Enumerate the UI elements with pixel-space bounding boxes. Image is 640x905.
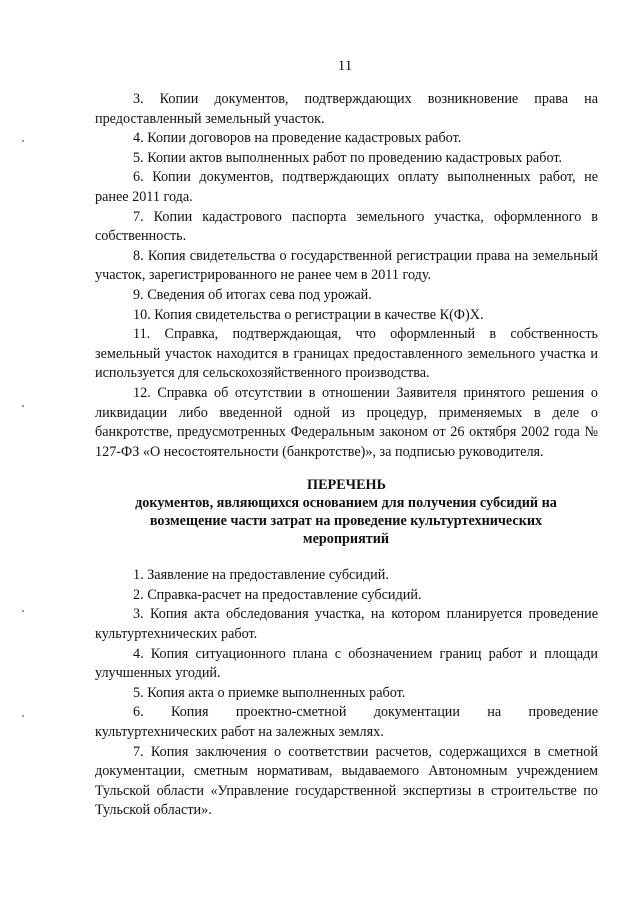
scan-mark	[22, 715, 24, 717]
list-item: 11. Справка, подтверждающая, что оформленный в собственность земельный участок находится в границах предоставленного земельного участка и используется для сельскохозяйственного производства.	[95, 326, 598, 382]
page-number: 11	[337, 58, 353, 74]
list-item: 5. Копия акта о приемке выполненных работ.	[133, 684, 406, 701]
list-item: 4. Копия ситуационного плана с обозначением границ работ и площади улучшенных угодий.	[95, 645, 598, 682]
list-item: 7. Копии кадастрового паспорта земельного участка, оформленного в собственность.	[95, 208, 598, 245]
list-item: 9. Сведения об итогах сева под урожай.	[133, 286, 372, 303]
section-subtitle: документов, являющихся основанием для получения субсидий на возмещение части затрат на проведение культуртехнических мероприятий	[135, 495, 557, 548]
list-item: 10. Копия свидетельства о регистрации в качестве К(Ф)Х.	[133, 306, 484, 323]
list-item: 7. Копия заключения о соответствии расчетов, содержащихся в сметной документации, сметным нормативам, выдаваемого Автономным учреждением Тульской области «Управление государственной экспертизы в строительстве по Тульской области».	[95, 743, 598, 819]
scan-mark	[22, 405, 24, 407]
list-item: 2. Справка-расчет на предоставление субсидий.	[133, 586, 422, 603]
list-item: 1. Заявление на предоставление субсидий.	[133, 567, 389, 584]
scan-mark	[22, 140, 24, 142]
list-item: 8. Копия свидетельства о государственной регистрации права на земельный участок, зарегистрированного не ранее чем в 2011 году.	[95, 247, 598, 284]
list-item: 5. Копии актов выполненных работ по проведению кадастровых работ.	[133, 149, 563, 166]
requirements-list	[95, 90, 598, 462]
list-item: 3. Копия акта обследования участка, на котором планируется проведение культуртехнических работ.	[95, 606, 598, 643]
scan-mark	[22, 610, 24, 612]
documents-list	[95, 566, 598, 821]
section-title: ПЕРЕЧЕНЬ	[307, 477, 386, 494]
list-item: 6. Копия проектно-сметной документации на проведение культуртехнических работ на залежных землях.	[95, 704, 598, 741]
list-item: 3. Копии документов, подтверждающих возникновение права на предоставленный земельный участок.	[95, 91, 598, 127]
document-body	[95, 90, 598, 821]
list-item: 12. Справка об отсутствии в отношении Заявителя принятого решения о ликвидации либо введенной одной из процедур, применяемых в деле о банкротстве, предусмотренных Федеральным законом от 26 октября 2002 года № 127-ФЗ «О несостоятельности (банкротстве)», за подписью руководителя.	[95, 384, 598, 460]
list-item: 6. Копии документов, подтверждающих оплату выполненных работ, не ранее 2011 года.	[95, 169, 598, 205]
list-item: 4. Копии договоров на проведение кадастровых работ.	[133, 130, 462, 147]
